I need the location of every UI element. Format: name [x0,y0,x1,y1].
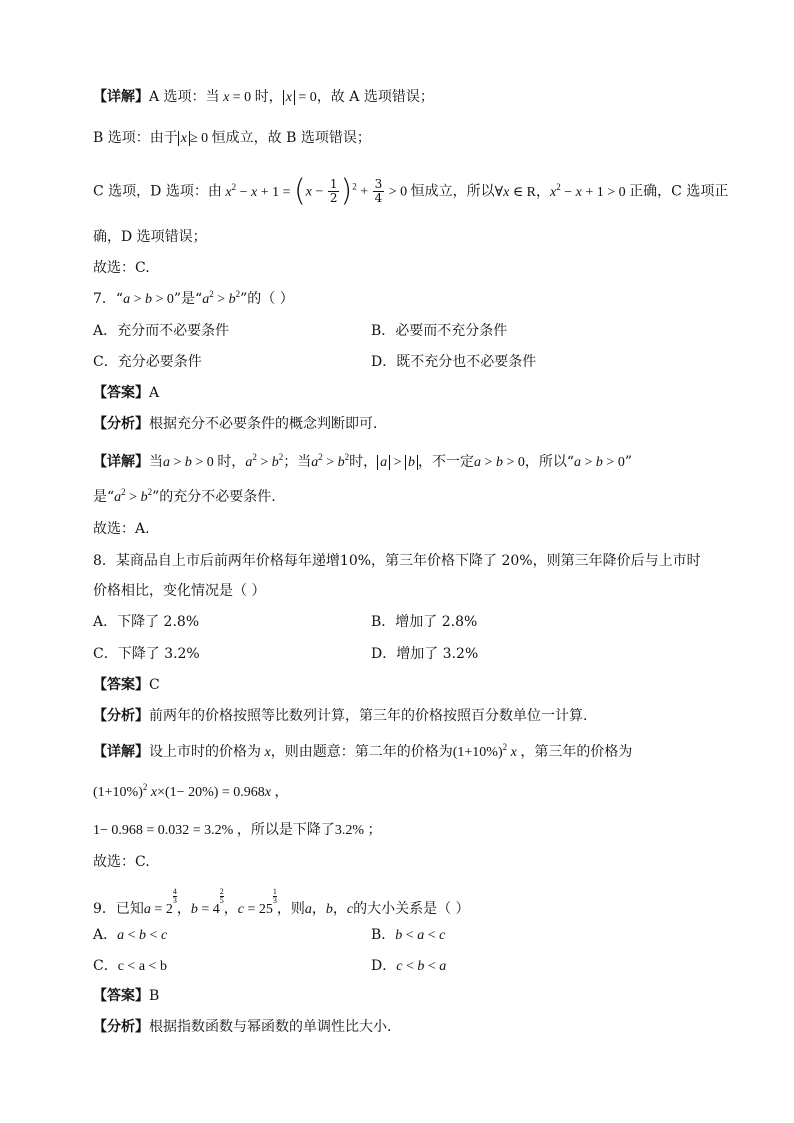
q8-stem-line1: 8．某商品自上市后前两年价格每年递增10%，第三年价格下降了 20%，则第三年降价后与上市时 [93,553,701,569]
q9-option-c: C．c < a < b [93,958,167,974]
q9-option-b: B．b < a < c [371,927,446,943]
q7-stem: 7．“a > b > 0”是“$a^2 > b^2$”的（ ） [93,289,294,307]
q8-detail-line1: 【详解】设上市时的价格为 x，则由题意：第二年的价格为$(1+10\%)^2$ x ，第三年的价格为 [93,742,633,760]
q9-stem: 9．已知a = 2 $\frac{4}{3}$ ，b = 4 $\frac{2}{5}$ ，c = 25 $\frac{1}{3}$ ，则a，b，c的大小关系是（ ） [93,887,470,917]
q7-option-b: B．必要而不充分条件 [371,323,508,339]
q7-detail-line1: 【详解】当a > b > 0 时，$a^2 > b^2$；当$a^2 > b^2$时， a > b ，不一定a > b > 0，所以“a > b > 0” [93,452,632,470]
q6-detail-line4: 确，D 选项错误； [93,229,207,245]
q8-option-c: C．下降了 3.2% [93,646,200,662]
q7-detail-line2: 是“$a^2 > b^2$”的充分不必要条件. [93,487,276,505]
q9-analysis: 【分析】根据指数函数与幂函数的单调性比大小. [93,1019,392,1035]
q8-option-b: B．增加了 2.8% [371,614,478,630]
q8-answer: 【答案】C [93,677,160,693]
q7-choose: 故选：A. [93,521,150,537]
q8-stem-line2: 价格相比，变化情况是（ ） [93,583,266,599]
q7-analysis: 【分析】根据充分不必要条件的概念判断即可. [93,416,378,432]
q7-option-c: C．充分必要条件 [93,354,202,370]
q8-detail-line3: 1− 0.968 = 0.032 = 3.2% ，所以是下降了3.2% ； [93,822,382,838]
q7-option-a: A．充分而不必要条件 [93,323,230,339]
q8-option-a: A．下降了 2.8% [93,614,200,630]
q9-answer: 【答案】B [93,988,160,1004]
q9-option-d: D．c < b < a [371,958,447,974]
q8-option-d: D．增加了 3.2% [371,646,479,662]
q6-detail-line3: C 选项，D 选项：由 $x^2 - x + 1 = (x$ − $\frac{1}{2}$ )$^2$ + $\frac{3}{4}$ > 0 恒成立，所以∀x ∈ R，$x^2 - x + 1 > 0$ 正确，C 选项正 [93,173,729,209]
q8-detail-line2: $(1+10\%)^2$ x×(1− 20%) = 0.968x ， [93,782,289,800]
detail-label: 【详解】 [93,89,149,105]
q7-answer: 【答案】A [93,385,160,401]
q6-detail-line2: B 选项：由于 x ≥ 0 恒成立，故 B 选项错误； [93,130,371,146]
q8-analysis: 【分析】前两年的价格按照等比数列计算，第三年的价格按照百分数单位一计算. [93,708,588,724]
q8-choose: 故选：C. [93,854,150,870]
q7-option-d: D．既不充分也不必要条件 [371,354,537,370]
q9-option-a: A．a < b < c [93,927,168,943]
q6-detail-line1: 【详解】A 选项：当 x = 0 时， x = 0，故 A 选项错误； [93,89,434,105]
q6-choose: 故选：C. [93,260,150,276]
